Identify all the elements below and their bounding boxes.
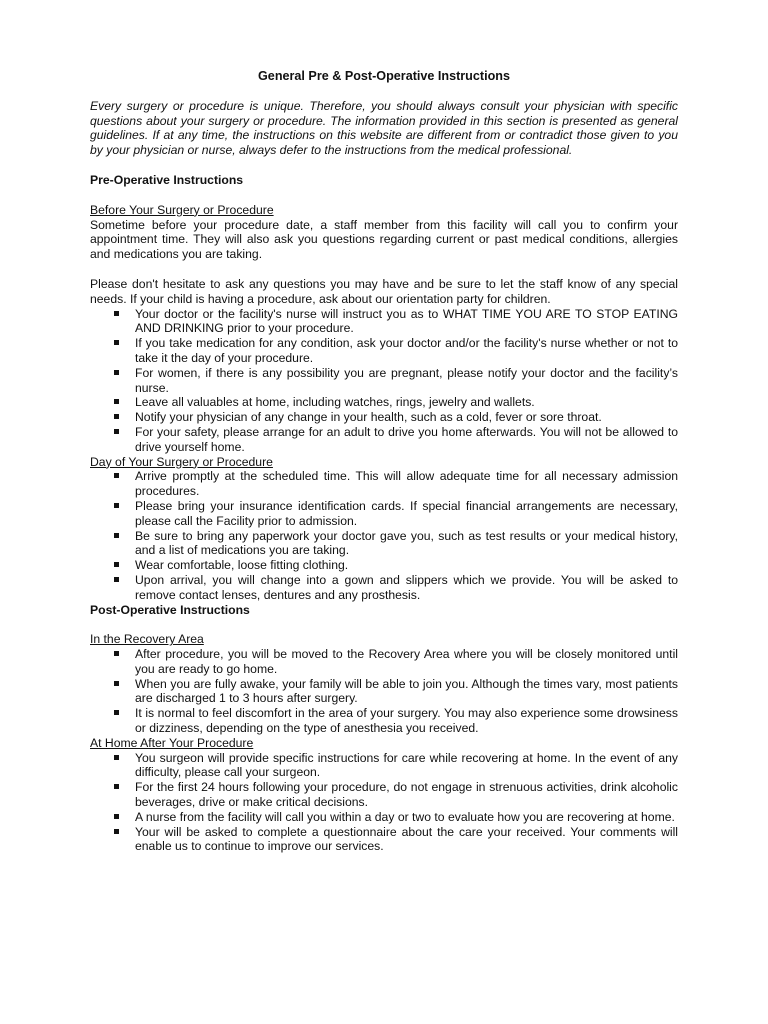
list-item: For women, if there is any possibility you are pregnant, please notify your doctor and the facility’s nurse. xyxy=(135,365,678,395)
list-item: For your safety, please arrange for an adult to drive you home afterwards. You will not be allowed to drive yourself home. xyxy=(135,424,678,454)
pre-operative-heading: Pre-Operative Instructions xyxy=(90,172,244,187)
list-item: Wear comfortable, loose fitting clothing. xyxy=(135,558,678,573)
list-item: Be sure to bring any paperwork your doctor gave you, such as test results or your medical history, and a list of medications you are taking. xyxy=(135,528,678,558)
list-item: Your doctor or the facility's nurse will instruct you as to WHAT TIME YOU ARE TO STOP EATING AND DRINKING prior to your procedure. xyxy=(135,306,678,336)
list-item: Arrive promptly at the scheduled time. This will allow adequate time for all necessary admission procedures. xyxy=(135,469,678,499)
list-item: It is normal to feel discomfort in the area of your surgery. You may also experience some drowsiness or dizziness, depending on the type of anesthesia you received. xyxy=(135,706,678,736)
before-surgery-subheading: Before Your Surgery or Procedure xyxy=(90,202,274,217)
list-item: For the first 24 hours following your procedure, do not engage in strenuous activities, drink alcoholic beverages, drive or make critical decisions. xyxy=(135,780,678,810)
post-operative-heading: Post-Operative Instructions xyxy=(90,602,250,617)
list-item: Upon arrival, you will change into a gown and slippers which we provide. You will be asked to remove contact lenses, dentures and any prosthesis. xyxy=(135,572,678,602)
recovery-area-subheading: In the Recovery Area xyxy=(90,632,204,647)
before-surgery-paragraph-2: Please don't hesitate to ask any questions you may have and be sure to let the staff know of any special needs. If your child is having a procedure, ask about our orientation party for children. xyxy=(90,276,678,306)
page-title: General Pre & Post-Operative Instructions xyxy=(258,69,510,83)
list-item: Notify your physician of any change in your health, such as a cold, fever or sore throat. xyxy=(135,410,678,425)
at-home-subheading: At Home After Your Procedure xyxy=(90,735,254,750)
list-item: You surgeon will provide specific instructions for care while recovering at home. In the event of any difficulty, please call your surgeon. xyxy=(135,750,678,780)
before-surgery-list xyxy=(90,307,678,455)
list-item: After procedure, you will be moved to the Recovery Area where you will be closely monitored until you are ready to go home. xyxy=(135,647,678,676)
day-of-surgery-list xyxy=(90,469,678,602)
list-item: Your will be asked to complete a questionnaire about the care your received. Your comments will enable us to continue to improve our services. xyxy=(135,824,678,854)
before-surgery-paragraph-1: Sometime before your procedure date, a staff member from this facility will call you to confirm your appointment time. They will also ask you questions regarding current or past medical conditions, allergies and medications you are taking. xyxy=(90,217,678,262)
list-item: Please bring your insurance identification cards. If special financial arrangements are necessary, please call the Facility prior to admission. xyxy=(135,498,678,528)
list-item: If you take medication for any condition, ask your doctor and/or the facility's nurse whether or not to take it the day of your procedure. xyxy=(135,336,678,365)
recovery-area-list xyxy=(90,647,678,736)
list-item: Leave all valuables at home, including watches, rings, jewelry and wallets. xyxy=(135,395,678,410)
document-body xyxy=(90,69,678,854)
list-item: When you are fully awake, your family will be able to join you. Although the times vary, most patients are discharged 1 to 3 hours after surgery. xyxy=(135,676,678,706)
day-of-surgery-subheading: Day of Your Surgery or Procedure xyxy=(90,454,273,469)
list-item: A nurse from the facility will call you within a day or two to evaluate how you are recovering at home. xyxy=(135,810,678,825)
at-home-list xyxy=(90,751,678,855)
intro-paragraph: Every surgery or procedure is unique. Therefore, you should always consult your physician with specific questions about your surgery or procedure. The information provided in this section is presented as general guidelines. If at any time, the instructions on this website are different from or contradict those given to you by your physician or nurse, always defer to the instructions from the medical professional. xyxy=(90,98,678,158)
